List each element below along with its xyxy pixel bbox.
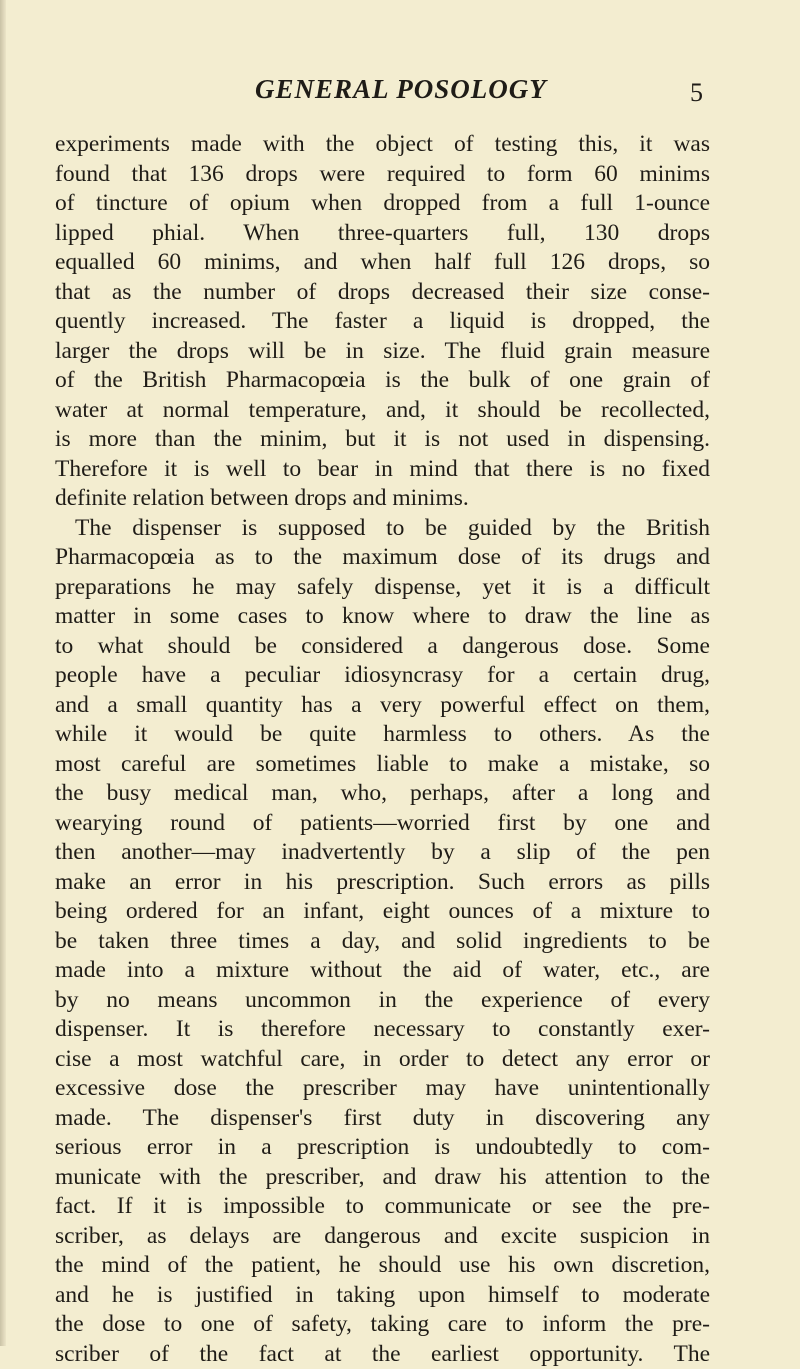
text-line: and he is justified in taking upon himself to moderate: [55, 1281, 710, 1311]
text-line: made into a mixture without the aid of water, etc., are: [55, 956, 710, 986]
text-line: to what should be considered a dangerous dose. Some: [55, 632, 710, 662]
text-line: Pharmacopœia as to the maximum dose of its drugs and: [55, 543, 710, 573]
text-line: Therefore it is well to bear in mind that there is no fixed: [55, 455, 710, 485]
text-line: equalled 60 minims, and when half full 126 drops, so: [55, 248, 710, 278]
text-line: dispenser. It is therefore necessary to constantly exer-: [55, 1015, 710, 1045]
page-edge: [0, 0, 6, 1346]
text-line: scriber, as delays are dangerous and excite suspicion in: [55, 1222, 710, 1252]
text-line: the dose to one of safety, taking care to inform the pre-: [55, 1310, 710, 1340]
text-line: be taken three times a day, and solid ingredients to be: [55, 927, 710, 957]
page-header: [0, 74, 800, 114]
text-line: of the British Pharmacopœia is the bulk of one grain of: [55, 366, 710, 396]
text-line: of tincture of opium when dropped from a full 1-ounce: [55, 189, 710, 219]
running-head: GENERAL POSOLOGY: [255, 74, 547, 105]
text-line: fact. If it is impossible to communicate or see the pre-: [55, 1192, 710, 1222]
text-line: the busy medical man, who, perhaps, after a long and: [55, 779, 710, 809]
text-line: then another—may inadvertently by a slip of the pen: [55, 838, 710, 868]
page-number: 5: [690, 78, 703, 108]
body-text: [55, 130, 710, 1369]
text-line: wearying round of patients—worried first by one and: [55, 809, 710, 839]
text-line: found that 136 drops were required to form 60 minims: [55, 160, 710, 190]
text-line: the mind of the patient, he should use his own discretion,: [55, 1251, 710, 1281]
text-line: matter in some cases to know where to draw the line as: [55, 602, 710, 632]
text-line: by no means uncommon in the experience of every: [55, 986, 710, 1016]
text-line: that as the number of drops decreased their size conse-: [55, 278, 710, 308]
text-line: quently increased. The faster a liquid is dropped, the: [55, 307, 710, 337]
text-line: The dispenser is supposed to be guided by the British: [55, 514, 710, 544]
text-line: made. The dispenser's first duty in discovering any: [55, 1104, 710, 1134]
text-line: municate with the prescriber, and draw his attention to the: [55, 1163, 710, 1193]
text-line: while it would be quite harmless to others. As the: [55, 720, 710, 750]
text-line: scriber of the fact at the earliest opportunity. The: [55, 1340, 710, 1369]
text-line: serious error in a prescription is undoubtedly to com-: [55, 1133, 710, 1163]
text-line: definite relation between drops and minims.: [55, 484, 710, 514]
text-line: and a small quantity has a very powerful effect on them,: [55, 691, 710, 721]
text-line: being ordered for an infant, eight ounces of a mixture to: [55, 897, 710, 927]
text-line: cise a most watchful care, in order to detect any error or: [55, 1045, 710, 1075]
text-line: make an error in his prescription. Such errors as pills: [55, 868, 710, 898]
text-line: most careful are sometimes liable to make a mistake, so: [55, 750, 710, 780]
text-line: people have a peculiar idiosyncrasy for a certain drug,: [55, 661, 710, 691]
text-line: experiments made with the object of testing this, it was: [55, 130, 710, 160]
text-line: is more than the minim, but it is not used in dispensing.: [55, 425, 710, 455]
text-line: excessive dose the prescriber may have unintentionally: [55, 1074, 710, 1104]
text-line: water at normal temperature, and, it should be recollected,: [55, 396, 710, 426]
text-line: lipped phial. When three-quarters full, 130 drops: [55, 219, 710, 249]
text-line: larger the drops will be in size. The fluid grain measure: [55, 337, 710, 367]
text-line: preparations he may safely dispense, yet it is a difficult: [55, 573, 710, 603]
